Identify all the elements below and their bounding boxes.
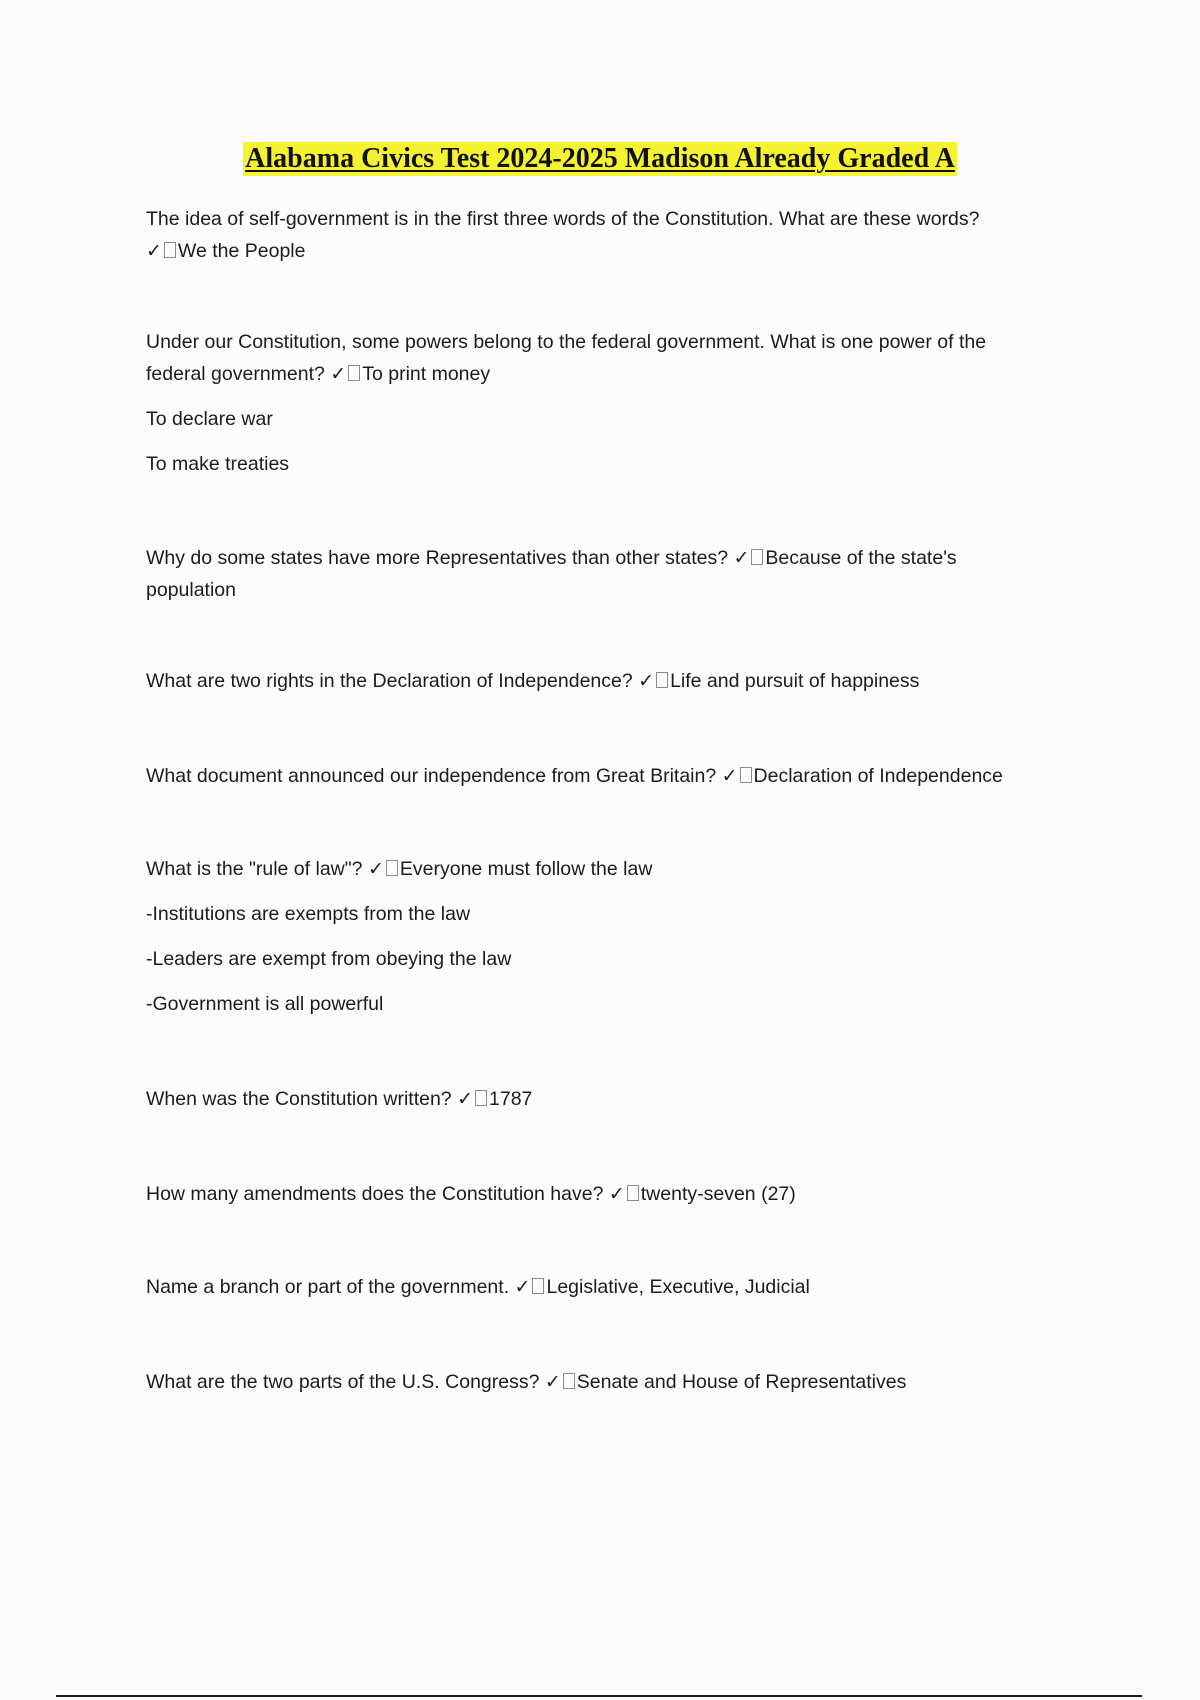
- answer-option: -Government is all powerful: [146, 993, 384, 1015]
- question-text: Why do some states have more Representatives than other states?: [146, 547, 729, 569]
- question-text: How many amendments does the Constitution have?: [146, 1183, 604, 1205]
- question-text: What is the "rule of law"?: [146, 858, 363, 880]
- question-text: Name a branch or part of the government.: [146, 1276, 510, 1298]
- qa-item: [146, 853, 1066, 1020]
- answer-text: twenty-seven (27): [640, 1183, 796, 1205]
- question-text: When was the Constitution written?: [146, 1088, 452, 1110]
- qa-item: [146, 1178, 1066, 1210]
- qa-item: [146, 760, 1066, 792]
- qa-item: [146, 665, 1066, 697]
- checkmark-icon: ✓: [721, 765, 738, 787]
- checkmark-icon: ✓: [638, 670, 655, 692]
- answer-text-cont: population: [146, 579, 236, 601]
- question-text-cont: federal government?: [146, 363, 325, 385]
- answer-text: Senate and House of Representatives: [576, 1371, 907, 1393]
- answer-text: Legislative, Executive, Judicial: [546, 1276, 810, 1298]
- answer-text: To print money: [362, 363, 491, 385]
- question-text: What are two rights in the Declaration of Independence?: [146, 670, 633, 692]
- box-icon: [740, 767, 752, 783]
- checkmark-icon: ✓: [608, 1183, 625, 1205]
- answer-text: Because of the state's: [765, 547, 957, 569]
- checkmark-icon: ✓: [733, 547, 750, 569]
- answer-text: 1787: [489, 1088, 533, 1110]
- checkmark-icon: ✓: [146, 240, 162, 262]
- box-icon: [532, 1278, 544, 1294]
- box-icon: [563, 1373, 575, 1389]
- qa-item: [146, 542, 1066, 606]
- box-icon: [348, 365, 360, 381]
- qa-item: [146, 326, 1066, 480]
- answer-text: Life and pursuit of happiness: [670, 670, 920, 692]
- answer-text: Declaration of Independence: [753, 765, 1003, 787]
- footer-rule: [56, 1695, 1142, 1697]
- question-text: What document announced our independence from Great Britain?: [146, 765, 717, 787]
- question-text: The idea of self-government is in the first three words of the Constitution. What are these words?: [146, 208, 980, 230]
- box-icon: [475, 1090, 487, 1106]
- answer-option: -Institutions are exempts from the law: [146, 903, 471, 925]
- checkmark-icon: ✓: [367, 858, 384, 880]
- document-title: Alabama Civics Test 2024-2025 Madison Already Graded A: [245, 143, 955, 174]
- answer-text: Everyone must follow the law: [399, 858, 653, 880]
- title-wrap: [0, 142, 1200, 176]
- checkmark-icon: ✓: [330, 363, 347, 385]
- checkmark-icon: ✓: [457, 1088, 473, 1110]
- checkmark-icon: ✓: [514, 1276, 531, 1298]
- checkmark-icon: ✓: [544, 1371, 561, 1393]
- box-icon: [751, 549, 763, 565]
- question-text: Under our Constitution, some powers belong to the federal government. What is one power of the: [146, 331, 987, 353]
- answer-option: -Leaders are exempt from obeying the law: [146, 948, 512, 970]
- qa-item: [146, 1366, 1066, 1398]
- qa-item: [146, 203, 1066, 267]
- answer-option: To declare war: [146, 408, 273, 430]
- answer-option: To make treaties: [146, 453, 290, 475]
- box-icon: [627, 1185, 639, 1201]
- qa-item: [146, 1083, 1066, 1115]
- box-icon: [164, 242, 176, 258]
- question-text: What are the two parts of the U.S. Congress?: [146, 1371, 540, 1393]
- box-icon: [386, 860, 398, 876]
- box-icon: [656, 672, 668, 688]
- qa-item: [146, 1271, 1066, 1303]
- answer-text: We the People: [177, 240, 306, 262]
